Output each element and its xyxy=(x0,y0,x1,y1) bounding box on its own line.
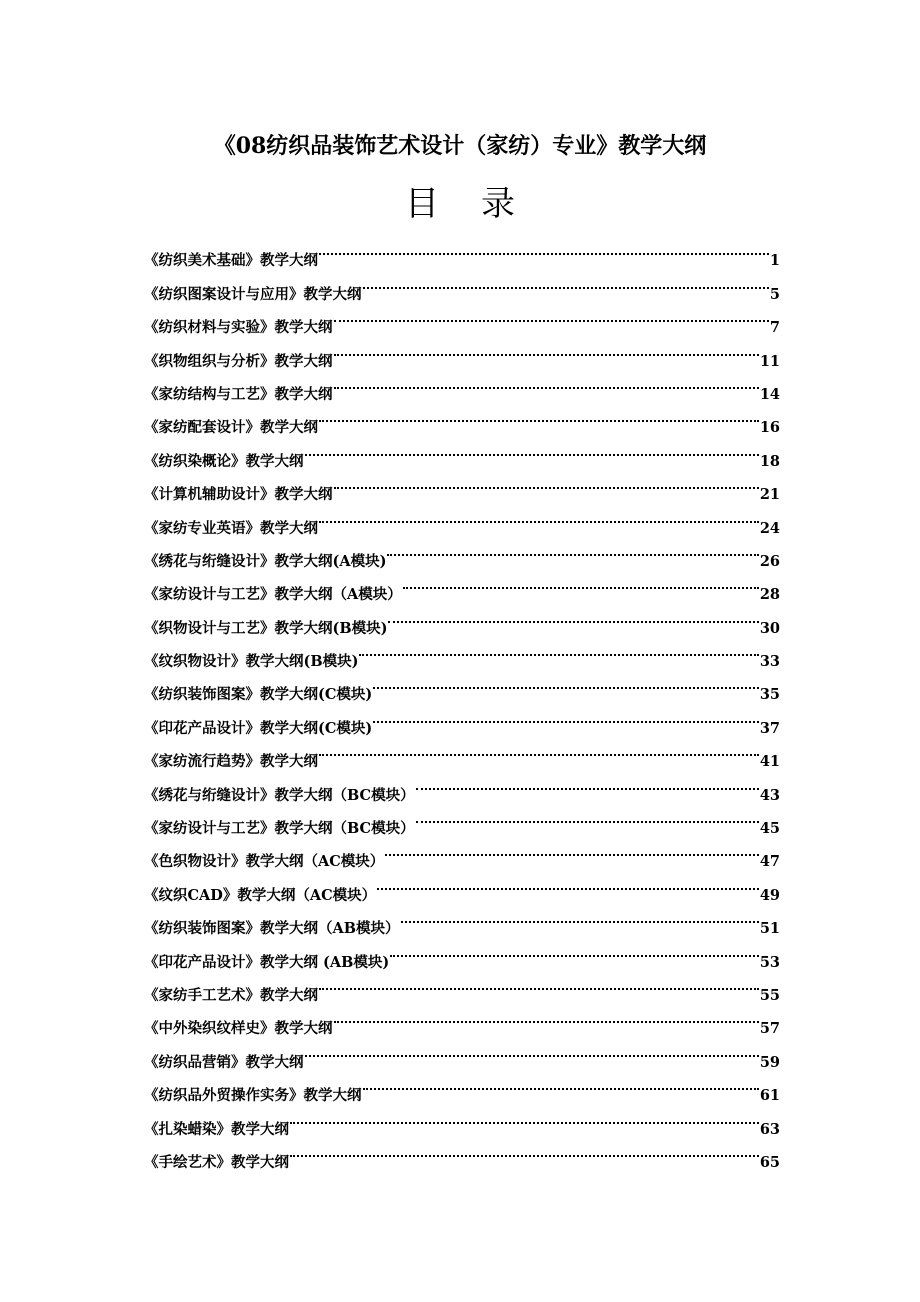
toc-page-number: 24 xyxy=(759,519,780,537)
toc-dot-leader xyxy=(334,366,759,399)
toc-page-number: 49 xyxy=(759,886,780,904)
toc-dot-leader xyxy=(373,666,759,699)
toc-entry-title: 《家纺设计与工艺》教学大纲（BC模块） xyxy=(144,820,415,838)
toc-dot-leader xyxy=(416,766,759,799)
toc-dot-leader xyxy=(373,699,759,732)
toc-entry-title: 《纺织装饰图案》教学大纲(C模块) xyxy=(144,686,373,704)
toc-page-number: 59 xyxy=(759,1053,780,1071)
toc-page-number: 37 xyxy=(759,719,780,737)
toc-entry-title: 《纺织图案设计与应用》教学大纲 xyxy=(144,285,362,303)
toc-dot-leader xyxy=(416,800,759,833)
toc-entry-title: 《家纺结构与工艺》教学大纲 xyxy=(144,385,333,403)
toc-page-number: 7 xyxy=(769,319,780,337)
toc-entry-title: 《印花产品设计》教学大纲(C模块) xyxy=(144,719,373,737)
toc-dot-leader xyxy=(319,733,759,766)
toc-heading: 目录 xyxy=(405,184,557,224)
toc-entry-title: 《纺织材料与实验》教学大纲 xyxy=(144,319,333,337)
toc-dot-leader xyxy=(305,1033,759,1066)
toc-page-number: 45 xyxy=(759,820,780,838)
toc-entry-title: 《纺织品外贸操作实务》教学大纲 xyxy=(144,1087,362,1105)
toc-entry-title: 《纺织品营销》教学大纲 xyxy=(144,1053,304,1071)
toc-dot-leader xyxy=(387,533,758,566)
toc-entry-title: 《纺织装饰图案》教学大纲（AB模块） xyxy=(144,920,400,938)
toc-dot-leader xyxy=(290,1100,759,1133)
toc-entry-title: 《计算机辅助设计》教学大纲 xyxy=(144,486,333,504)
toc-dot-leader xyxy=(390,933,759,966)
toc-page-number: 65 xyxy=(759,1153,780,1171)
toc-page-number: 61 xyxy=(759,1087,780,1105)
toc-entry-title: 《家纺设计与工艺》教学大纲（A模块） xyxy=(144,586,402,604)
toc-entry-title: 《织物设计与工艺》教学大纲(B模块) xyxy=(144,619,388,637)
toc-dot-leader xyxy=(334,332,759,365)
toc-page-number: 57 xyxy=(759,1020,780,1038)
toc-page-number: 33 xyxy=(759,653,780,671)
toc-dot-leader xyxy=(385,833,759,866)
toc-page-number: 53 xyxy=(759,953,780,971)
toc-entry-title: 《家纺配套设计》教学大纲 xyxy=(144,419,318,437)
toc-entry-title: 《家纺流行趋势》教学大纲 xyxy=(144,753,318,771)
toc-page-number: 14 xyxy=(759,385,780,403)
toc-page-number: 18 xyxy=(759,452,780,470)
toc-dot-leader xyxy=(401,900,759,933)
toc-entry-title: 《纺织染概论》教学大纲 xyxy=(144,452,304,470)
toc-page-number: 16 xyxy=(759,419,780,437)
toc-page-number: 47 xyxy=(759,853,780,871)
toc-page-number: 41 xyxy=(759,753,780,771)
toc-dot-leader xyxy=(388,599,758,632)
toc-dot-leader xyxy=(334,1000,759,1033)
toc-entry-title: 《纹织物设计》教学大纲(B模块) xyxy=(144,653,359,671)
toc-page-number: 43 xyxy=(759,786,780,804)
toc-dot-leader xyxy=(319,399,759,432)
toc-entry-title: 《绣花与绗缝设计》教学大纲(A模块) xyxy=(144,552,387,570)
toc-entry-title: 《纺织美术基础》教学大纲 xyxy=(144,252,318,270)
toc-page-number: 35 xyxy=(759,686,780,704)
toc-entry-title: 《家纺手工艺术》教学大纲 xyxy=(144,986,318,1004)
toc-page-number: 28 xyxy=(759,586,780,604)
toc-dot-leader xyxy=(363,265,769,298)
toc-dot-leader xyxy=(319,967,759,1000)
toc-dot-leader xyxy=(377,866,759,899)
toc-page-number: 63 xyxy=(759,1120,780,1138)
toc-page-number: 55 xyxy=(759,986,780,1004)
toc-dot-leader xyxy=(305,432,759,465)
toc-entry[interactable] xyxy=(144,232,780,270)
toc-dot-leader xyxy=(363,1067,759,1100)
toc-page-number: 1 xyxy=(769,252,780,270)
toc-dot-leader xyxy=(403,566,759,599)
toc-dot-leader xyxy=(359,633,758,666)
toc-entry-title: 《中外染织纹样史》教学大纲 xyxy=(144,1020,333,1038)
toc-dot-leader xyxy=(319,232,769,265)
toc-page-number: 21 xyxy=(759,486,780,504)
toc-dot-leader xyxy=(334,299,769,332)
toc-entry-title: 《纹织CAD》教学大纲（AC模块） xyxy=(144,886,377,904)
toc-entry-title: 《家纺专业英语》教学大纲 xyxy=(144,519,318,537)
toc-entry-title: 《手绘艺术》教学大纲 xyxy=(144,1153,289,1171)
toc-entry-title: 《扎染蜡染》教学大纲 xyxy=(144,1120,289,1138)
toc-dot-leader xyxy=(290,1134,759,1167)
toc-page-number: 30 xyxy=(759,619,780,637)
toc-entry-title: 《印花产品设计》教学大纲 (AB模块) xyxy=(144,953,390,971)
toc-entry-title: 《色织物设计》教学大纲（AC模块） xyxy=(144,853,385,871)
toc-dot-leader xyxy=(334,466,759,499)
document-title: 《08纺织品装饰艺术设计（家纺）专业》教学大纲 xyxy=(213,133,707,159)
toc-entry-title: 《织物组织与分析》教学大纲 xyxy=(144,352,333,370)
toc-page-number: 26 xyxy=(759,552,780,570)
toc-page-number: 5 xyxy=(769,285,780,303)
toc-entry-title: 《绣花与绗缝设计》教学大纲（BC模块） xyxy=(144,786,415,804)
table-of-contents xyxy=(144,232,780,1171)
toc-dot-leader xyxy=(319,499,759,532)
toc-page-number: 11 xyxy=(759,352,780,370)
toc-page-number: 51 xyxy=(759,920,780,938)
